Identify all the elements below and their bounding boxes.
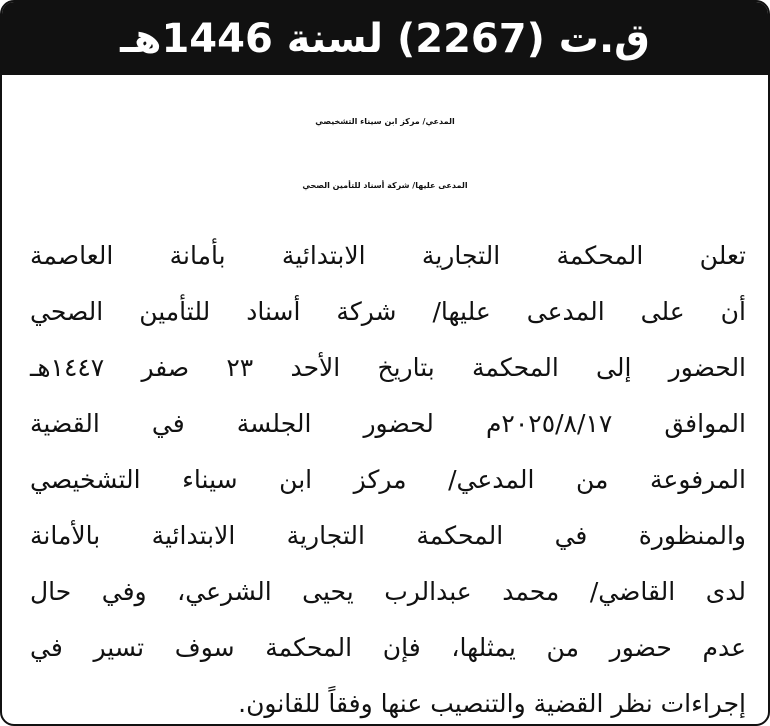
body-line: الحضور إلى المحكمة بتاريخ الأحد ٢٣ صفر ١٤٤٧هـ: [30, 353, 747, 382]
body-line: تعلن المحكمة التجارية الابتدائية بأمانة العاصمة: [30, 241, 746, 270]
plaintiff-line: المدعي/ مركز ابن سيناء التشخيصي: [315, 117, 455, 126]
body-line: أن على المدعى عليها/ شركة أسناد للتأمين الصحي: [30, 297, 746, 326]
case-number-title: ق.ت (2267) لسنة 1446هـ: [120, 15, 650, 62]
parties-block: [2, 90, 768, 218]
header-band: [2, 2, 768, 75]
defendant-line: المدعى عليها/ شركة أسناد للتأمين الصحي: [302, 181, 468, 190]
body-line: والمنظورة في المحكمة التجارية الابتدائية بالأمانة: [30, 521, 746, 550]
body-line: لدى القاضي/ محمد عبدالرب يحيى الشرعي، وفي حال: [30, 577, 746, 606]
body-line: الموافق ٢٠٢٥/٨/١٧م لحضور الجلسة في القضية: [30, 409, 746, 438]
body-line: المرفوعة من المدعي/ مركز ابن سيناء التشخيصي: [30, 465, 746, 494]
notice-body: [30, 228, 746, 726]
body-line: عدم حضور من يمثلها، فإن المحكمة سوف تسير في: [30, 633, 746, 662]
body-line: إجراءات نظر القضية والتنصيب عنها وفقاً للقانون.: [238, 689, 746, 718]
